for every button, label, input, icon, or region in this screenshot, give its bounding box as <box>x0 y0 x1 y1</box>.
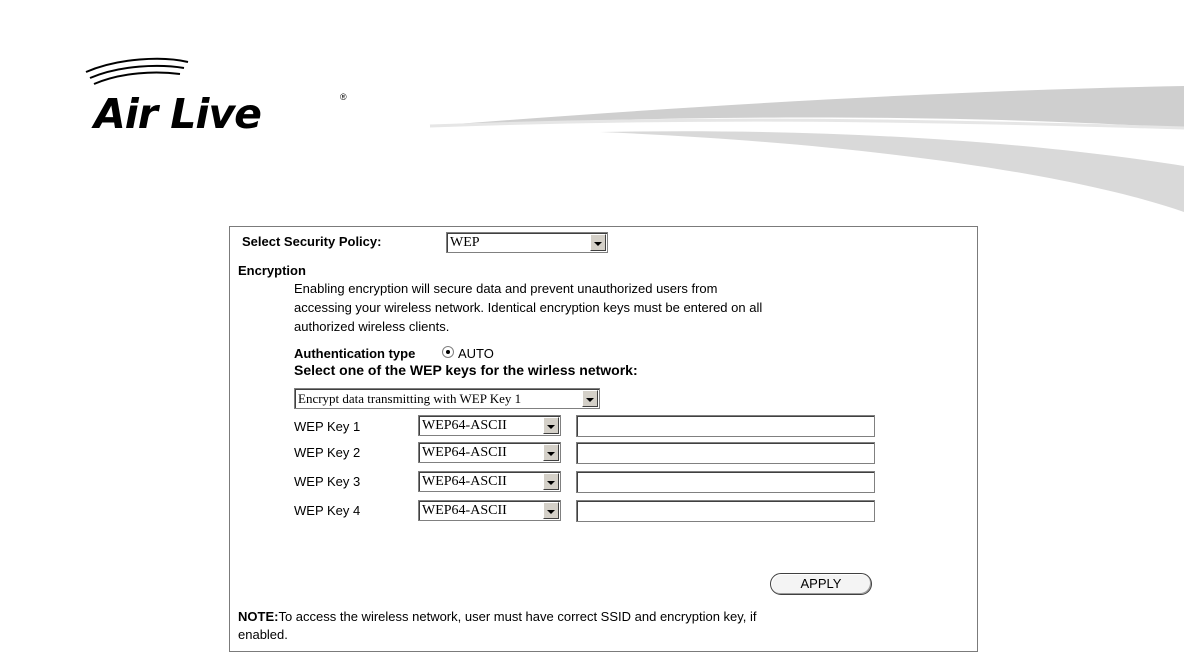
encryption-description-1: Enabling encryption will secure data and prevent unauthorized users from <box>294 281 718 296</box>
auth-auto-radio[interactable] <box>442 346 454 358</box>
note-prefix: NOTE: <box>238 609 279 624</box>
wep-key-1-input[interactable] <box>576 415 875 437</box>
wep-key-4-input[interactable] <box>576 500 875 522</box>
wep-key-3-label: WEP Key 3 <box>294 474 361 489</box>
wep-key-2-type-select[interactable] <box>418 442 561 463</box>
default-key-select[interactable] <box>294 388 600 409</box>
security-policy-label: Select Security Policy: <box>242 234 382 249</box>
chevron-down-icon[interactable] <box>582 390 598 407</box>
security-settings-panel <box>229 226 978 652</box>
auth-type-label: Authentication type <box>294 346 416 361</box>
default-key-value: Encrypt data transmitting with WEP Key 1 <box>298 391 522 406</box>
note-line-2: enabled. <box>238 627 288 642</box>
note-text: To access the wireless network, user must have correct SSID and encryption key, if <box>278 609 757 624</box>
wep-key-4-label: WEP Key 4 <box>294 503 361 518</box>
note-line-1 <box>238 609 757 624</box>
apply-button[interactable]: APPLY <box>770 573 872 595</box>
wep-key-1-type-select[interactable] <box>418 415 561 436</box>
wep-key-1-type: WEP64-ASCII <box>422 418 507 433</box>
chevron-down-icon[interactable] <box>543 502 559 519</box>
chevron-down-icon[interactable] <box>543 417 559 434</box>
security-policy-value: WEP <box>450 235 480 250</box>
encryption-heading: Encryption <box>238 263 306 278</box>
encryption-description-3: authorized wireless clients. <box>294 319 450 334</box>
airlive-logo <box>78 54 368 138</box>
logo-arc-icon <box>78 54 198 94</box>
select-key-label: Select one of the WEP keys for the wirless network: <box>294 362 638 378</box>
auth-auto-label: AUTO <box>458 346 494 361</box>
wep-key-3-input[interactable] <box>576 471 875 493</box>
wep-key-2-type: WEP64-ASCII <box>422 445 507 460</box>
wep-key-4-type: WEP64-ASCII <box>422 503 507 518</box>
wep-key-3-type: WEP64-ASCII <box>422 474 507 489</box>
wep-key-1-label: WEP Key 1 <box>294 419 361 434</box>
wep-key-4-type-select[interactable] <box>418 500 561 521</box>
encryption-description-2: accessing your wireless network. Identical encryption keys must be entered on all <box>294 300 763 315</box>
wep-key-2-input[interactable] <box>576 442 875 464</box>
chevron-down-icon[interactable] <box>590 234 606 251</box>
chevron-down-icon[interactable] <box>543 473 559 490</box>
wep-key-2-label: WEP Key 2 <box>294 445 361 460</box>
security-policy-select[interactable] <box>446 232 608 253</box>
chevron-down-icon[interactable] <box>543 444 559 461</box>
wep-key-3-type-select[interactable] <box>418 471 561 492</box>
logo-text: Air Live <box>94 90 261 138</box>
registered-mark: ® <box>340 92 347 102</box>
